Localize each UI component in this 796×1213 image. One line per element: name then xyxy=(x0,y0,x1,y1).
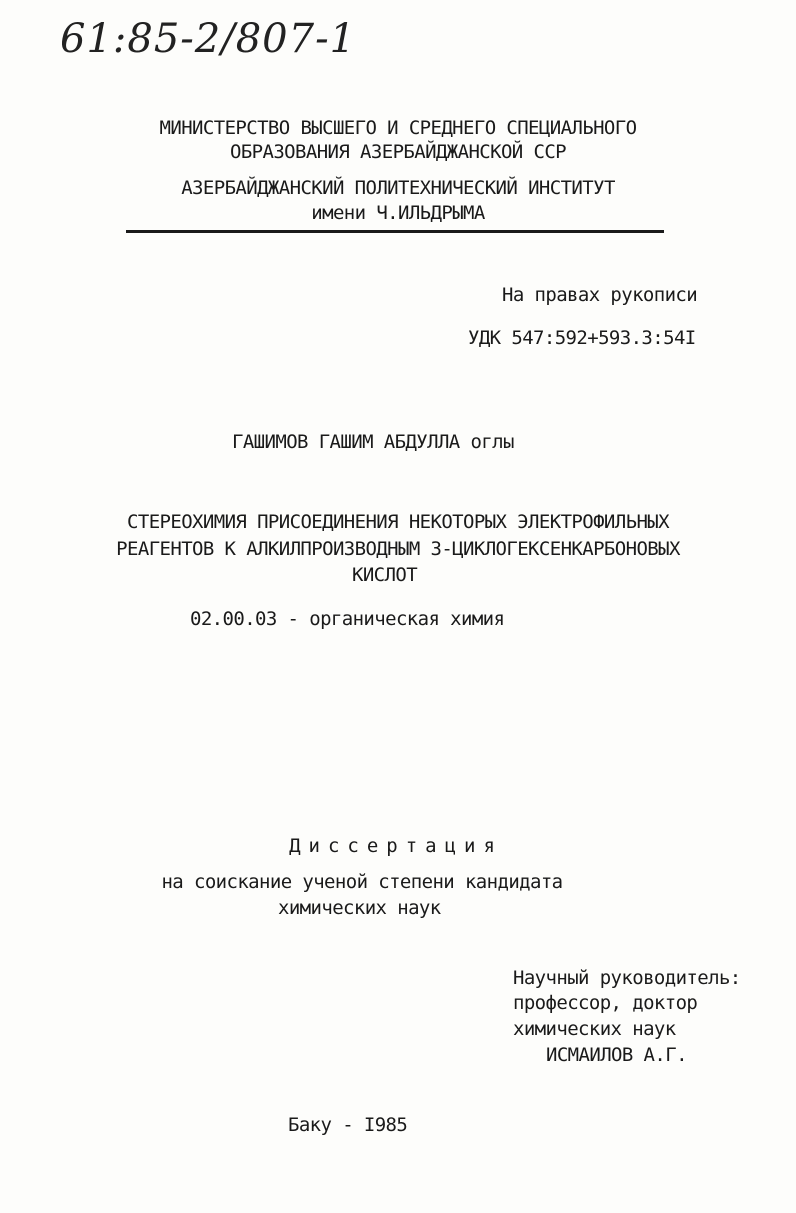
supervisor-degree: химических наук xyxy=(513,1018,676,1040)
ministry-line-2: ОБРАЗОВАНИЯ АЗЕРБАЙДЖАНСКОЙ ССР xyxy=(229,141,566,163)
institute-line-1: АЗЕРБАЙДЖАНСКИЙ ПОЛИТЕХНИЧЕСКИЙ ИНСТИТУТ xyxy=(181,177,615,199)
place-and-year: Баку - I985 xyxy=(288,1114,408,1136)
handwritten-archive-mark: 61:85-2/807-1 xyxy=(60,16,357,62)
title-line-2: РЕАГЕНТОВ К АЛКИЛПРОИЗВОДНЫМ 3-ЦИКЛОГЕКСЕНКАРБОНОВЫХ xyxy=(116,538,680,560)
udk-code: УДК 547:592+593.3:54I xyxy=(468,327,696,349)
rights-notice: На правах рукописи xyxy=(502,284,698,306)
institute-line-2: имени Ч.ИЛЬДРЫМА xyxy=(311,202,485,224)
author-name: ГАШИМОВ ГАШИМ АБДУЛЛА оглы xyxy=(232,431,514,453)
degree-heading: Диссертация xyxy=(289,835,503,857)
title-line-3: КИСЛОТ xyxy=(352,564,418,586)
ministry-line-1: МИНИСТЕРСТВО ВЫСШЕГО И СРЕДНЕГО СПЕЦИАЛЬНОГО xyxy=(159,117,637,139)
specialty-code: 02.00.03 - органическая химия xyxy=(190,608,505,630)
degree-line-2: химических наук xyxy=(278,897,441,919)
supervisor-name: ИСМАИЛОВ А.Г. xyxy=(546,1044,687,1066)
supervisor-title: профессор, доктор xyxy=(513,992,698,1014)
supervisor-label: Научный руководитель: xyxy=(513,967,741,989)
degree-line-1: на соискание ученой степени кандидата xyxy=(161,871,563,893)
title-line-1: СТЕРЕОХИМИЯ ПРИСОЕДИНЕНИЯ НЕКОТОРЫХ ЭЛЕКТРОФИЛЬНЫХ xyxy=(127,511,669,533)
header-divider xyxy=(126,230,664,233)
